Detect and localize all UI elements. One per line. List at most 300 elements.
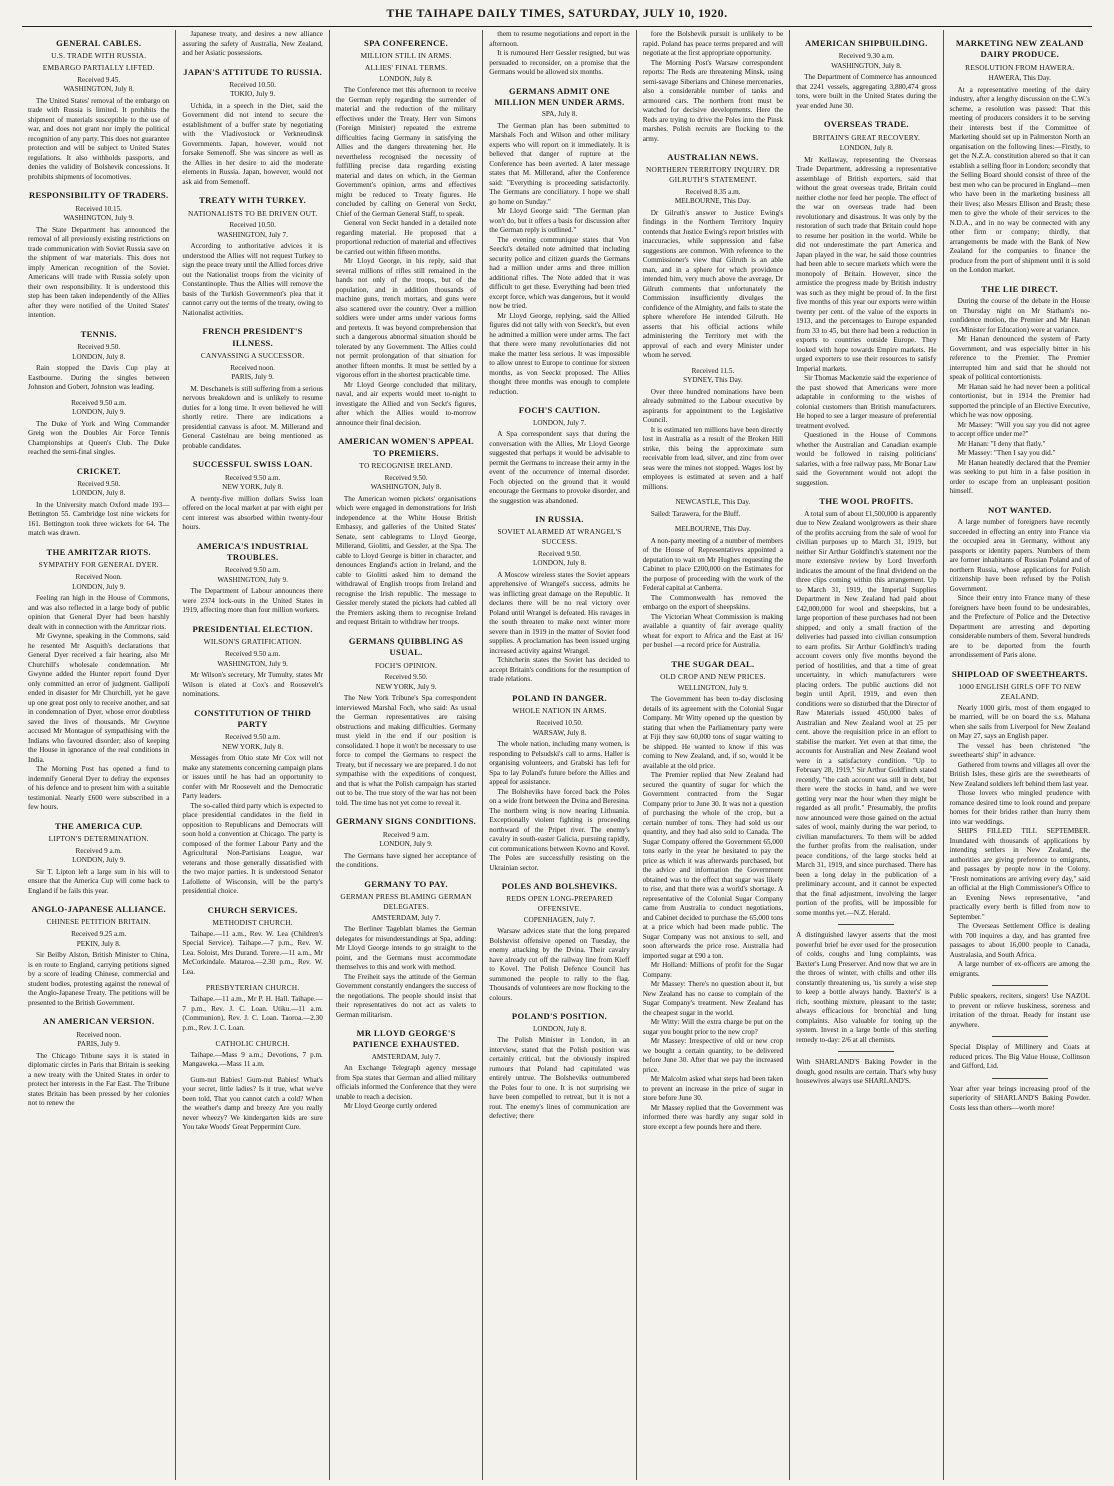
paragraph: With SHARLAND'S Baking Powder in the dough, good results are certain. That's why busy housewives always use SHARLAND'S.: [796, 1058, 937, 1086]
paragraph: Since their entry into France many of these foreigners have been found to be undesirables, and the Prefecture of Police and the Detective Department are arresting and deporting considerable numbers of them. Several hundreds are to be deported from the fourth arrondissement of Paris alone.: [949, 594, 1090, 660]
article: [336, 816, 476, 870]
paragraph: Mr Kellaway, representing the Overseas Trade Department, addressing a representative assemblage of British exporters, said that without the great overseas trade, Britain could neither clothe nor feed her people. The effect of the war on overseas trade had been revolutionary and disastrous. It was only by the restoration of such trade that Britain could hope to resume her position in the world. While he did not underestimate the part America and Japan played in the war, he said those countries had been able to secure markets which were the monopoly of Britain. However, since the armistice the progress made by British industry was such as they might be proud of. In the first five months of this year our exports were within twenty per cent. of the value of the exports in 1913, and the percentages to Europe expanded from 33 to 45, but there had been a reduction in exports to countries outside Europe. They looked with hope towards Empire markets. He urged exporters to use their resources to satisfy Imperial markets.: [796, 155, 937, 373]
paragraph: The Overseas Settlement Office is dealing with 700 inquires a day, and has granted free passages to about 16,000 people to Canada, Australasia, and South Africa.: [949, 922, 1090, 959]
paragraph: A distinguished lawyer asserts that the most powerful brief he ever used for the prosecution of colds, coughs and lung complaints, was Baxter's Lung Preserver. And now that we are in the throes of winter, with chills and other ills constantly threatening us, 'tis surely a wise step to keep a bottle always handy. 'Baxter's' is a rich, soothing mixture, pleasant to the taste; always efficacious for bronchial and lung complaints. Also valuable for toning up the system. Invest in a large bottle of this sterling remedy to-day: 2/6 at all chemists.: [796, 931, 937, 1044]
article-body: [950, 297, 1090, 497]
dateline: LONDON, July 9.: [379, 840, 433, 849]
paragraph: Rain stopped the Davis Cup play at Eastbourne. During the singles between Johnston and Gobert, Johnston was leading.: [28, 364, 170, 392]
article-headline: THE WOOL PROFITS.: [819, 496, 914, 507]
article-subheading: OLD CROP AND NEW PRICES.: [660, 672, 766, 682]
dateline: LONDON, July 9.: [72, 582, 126, 591]
paragraph: Mr Massey: "Will you say you did not agree to accept office under me?": [949, 420, 1090, 439]
dateline: PARIS, July 9.: [77, 1040, 120, 1049]
paragraph: Warsaw advices state that the long prepared Bolshevist offensive opened on Tuesday, the enemy attacking by the Dvina. Their cavalry have already cut off the railway line from Kieff to Kovel. The Polish Defence Council has summoned the people to rally to the flag. Thousands of volunteers are now flocking to the colours.: [489, 927, 630, 1002]
article-body: [28, 951, 169, 1008]
dateline: NEW YORK, July 8.: [222, 742, 284, 751]
paragraph: Year after year brings increasing proof of the superiority of SHARLAND'S Baking Powder. Costs less than others—worth more!: [949, 1084, 1090, 1112]
paragraph: Mr Hanan said he had never been a political contortionist, but in 1914 the Premier had supported the principle of an Elective Executive, which he was now opposing.: [949, 382, 1090, 420]
article-headline: AMERICAN SHIPBUILDING.: [805, 38, 928, 48]
article-headline: FOCH'S CAUTION.: [518, 405, 601, 416]
article-body: [489, 30, 629, 78]
received-time: Received 10.50.: [229, 80, 276, 89]
divider: [992, 1036, 1048, 1037]
article: [489, 405, 629, 506]
article-headline: TENNIS.: [80, 328, 117, 339]
article: [950, 505, 1090, 661]
dateline: MELBOURNE, This Day.: [674, 197, 751, 206]
paragraph: The Department of Commerce has announced that 2241 vessels, aggregating 3,880,474 gross tons, were built in the United States during the year ended June 30.: [796, 73, 937, 110]
paragraph: The State Department has announced the removal of all previously existing restrictions on trade communication with Soviet Russia save on the shipment of war materials. This does not imply American recognition of the Soviet. Americans will trade with Russia solely upon their own responsibility. It is understood this step has been taken independently of the Allies after they were notified of the United States' intention.: [28, 225, 170, 320]
article: [796, 496, 936, 918]
paragraph: Mr Massey: There's no question about it, but New Zealand has no cause to complain of the Sugar Company's treatment. New Zealand has the cheapest sugar in the world.: [642, 980, 784, 1017]
article-headline: JAPAN'S ATTITUDE TO RUSSIA.: [183, 66, 323, 77]
received-time: Received 9.50 a.m.: [224, 650, 281, 659]
paragraph: Mr Hanan heatedly declared that the Premier was seeking to put him in a false position in order to escape from an unpleasant position himself.: [949, 458, 1090, 496]
article-body: [796, 931, 936, 1045]
article-body: [336, 495, 476, 628]
article-body: [796, 73, 936, 111]
article-subheading: GERMAN PRESS BLAMING GERMAN DELEGATES.: [340, 891, 472, 911]
article: [489, 1011, 629, 1121]
article-body: [182, 385, 322, 452]
paragraph: A non-party meeting of a number of members of the House of Representatives appointed a deputation to wait on Mr Hughes requesting the Cabinet to place £200,000 on the Estimates for the purpose of proceeding with the work of the Federal capital at Canberra.: [642, 536, 784, 593]
paragraph: The Bolsheviks have forced back the Poles on a wide front between the Dvina and Beresina. The northern wing is now nearing Lithuania. Exceptionally violent fighting is proceeding northward of the Pripet river. The enemy's cavalry in south-easter Galicia, pursuing rapidly, cut communications between Kovno and Kovel. The Poles are successfully resisting on the Ukrainian sector.: [489, 787, 630, 872]
paragraph: M. Deschanels is still suffering from a serious nervous breakdown and is unlikely to resume duties for a long time. It even believed he will shortly retire. There are indications a presidential canvass is afoot. M. Millerand and General Castelnau are being mentioned as probable candidates.: [182, 384, 323, 450]
paragraph: The Department of Labour announces there were 2374 lock-outs in the United States in 1919, affecting more than four million workers.: [182, 587, 323, 615]
article-subheading: LIPTON'S DETERMINATION.: [48, 833, 149, 843]
received-time: Received 9.50.: [538, 549, 581, 558]
paragraph: Mr Wilson's secretary, Mr Tumulty, states Mr Wilson is elated at Cox's and Roosevelt's nominations.: [182, 671, 323, 699]
paragraph: A Moscow wireless states the Soviet appears apprehensive of Wrangel's success, admits he was inflicting great damage on the Republic. It declares there will be no real victory over Poland until Wrangel is defeated. His ravages in the south threaten to make next winter more severe than in 1919 in the matter of Soviet food supplies. A proclamation has been issued urging increased activity against Wrangel.: [489, 570, 630, 655]
dateline: TOKIO, July 9.: [230, 90, 276, 99]
article-headline: AMERICAN WOMEN'S APPEAL TO PREMIERS.: [338, 436, 474, 458]
article-subheading: EMBARGO PARTIALLY LIFTED.: [42, 63, 155, 73]
paragraph: A large number of ex-officers are among the emigrants.: [949, 960, 1090, 978]
advertisement: [950, 985, 1090, 1030]
article-subheading: TO RECOGNISE IRELAND.: [359, 461, 453, 471]
paragraph: The Victorian Wheat Commission is making available a quantity of fair average quality wheat for export to Africa and the East at 16/ per bushel —a record price for Australia.: [642, 612, 784, 650]
dateline: LONDON, July 8.: [72, 352, 126, 361]
dateline: MELBOURNE, This Day.: [674, 525, 751, 534]
dateline: WASHINGTON, July 8.: [370, 483, 442, 492]
article-headline: GERMANY SIGNS CONDITIONS.: [335, 816, 477, 827]
received-time: Received 9 a.m.: [382, 830, 430, 839]
article: [182, 459, 322, 532]
article: [950, 284, 1090, 497]
paragraph: The Freiheit says the attitude of the German Government constantly endangers the success of the negotiations. The people should insist that their representatives do not act as valets to German militarism.: [335, 972, 477, 1019]
article-headline: MARKETING NEW ZEALAND DAIRY PRODUCE.: [955, 38, 1084, 60]
article: [489, 693, 629, 873]
article-body: [182, 1076, 322, 1133]
received-time: Received 9.50.: [77, 343, 121, 352]
article-body: [28, 364, 169, 393]
article-body: [489, 430, 629, 506]
paragraph: A large number of foreigners have recently succeeded in effecting an entry into France via the occupied area in Germany, without any passports or identity papers. Numbers of them are former inhabitants of Russian Poland and of northern Russia, whose applications for Polish citizenship have been refused by the Polish Government.: [949, 518, 1090, 593]
paragraph: Sir T. Lipton left a large sum in his will to ensure that the America Cup will come back to England if he fails this year.: [28, 867, 170, 895]
article: [182, 67, 322, 188]
article-subheading: RESOLUTION FROM HAWERA.: [965, 62, 1075, 72]
article-subheading: U.S. TRADE WITH RUSSIA.: [51, 51, 147, 61]
article-body: [796, 156, 936, 489]
dateline: WASHINGTON, July 8.: [63, 85, 134, 94]
article-subheading: MILLION STILL IN ARMS.: [360, 51, 452, 61]
paragraph: Nearly 1000 girls, most of them engaged to be married, will be on board the s.s. Mahana when she sails from Liverpool for New Zealand on May 27, says an English paper.: [949, 703, 1090, 741]
article-headline: POLES AND BOLSHEVIKS.: [501, 881, 618, 892]
article-body: [336, 925, 476, 1020]
paragraph: The United States' removal of the embargo on trade with Russia is limited. It prohibits the shipment of materials susceptible to the use of war, and does not grant nor imply the political recognition of any party. This does not guarantee protection and will be subject to United States regulations. It also withholds passports, and denies the validity of Bolshevik concessions. It prohibits shipments of locomotives.: [28, 96, 170, 181]
article: [182, 1076, 322, 1133]
article: [182, 624, 322, 700]
dateline: LONDON, July 8.: [72, 489, 126, 498]
paragraph: Sailed: Tarawera, for the Bluff.: [650, 509, 741, 518]
article-body: [182, 242, 322, 318]
paragraph: Mr Lloyd George curtly ordered: [343, 1102, 437, 1111]
received-time: Received 8.35 a.m.: [685, 187, 741, 196]
article-body: [182, 30, 322, 59]
received-time: Received noon.: [230, 363, 275, 372]
article: [336, 636, 476, 808]
dateline: LONDON, July 8.: [379, 74, 433, 83]
article: [28, 821, 169, 897]
article-subheading: WHOLE NATION IN ARMS.: [512, 706, 607, 716]
received-time: Received 9.50 a.m.: [224, 733, 281, 742]
article: [182, 195, 322, 318]
column-6: [789, 30, 942, 1480]
paragraph: Mr Gwynne, speaking in the Commons, said he resented Mr Asquith's declarations that General Dyer received a fair hearing, also Mr Churchill's wholesale condemnation. Mr Gwynne added the Hunter report found Dyer only committed an error of judgment. Gallipoli ended in disaster for Mr Churchill, yet he gave up one great post only to receive another, and sat in condemnation of Dyer, whose error doubtless saved the lives of thousands. Mr Gwynne accused Mr Montague of sympathising with the Indians who favoured disorder; also of keeping the House in ignorance of the real conditions in India.: [28, 632, 170, 764]
dateline: LONDON, July 7.: [532, 418, 587, 427]
article-body: [643, 695, 783, 1132]
article-headline: RESPONSIBILITY OF TRADERS.: [28, 190, 169, 201]
paragraph: Mr Massey: Irrespective of old or new crop we bought a certain quantity, to be delivered before June 30. After that we pay the increased price.: [642, 1037, 784, 1074]
paragraph: The Morning Post has opened a fund to indemnify General Dyer to defray the expenses of his defence and to present him with a suitable testimonial. Nearly £600 were subscribed in a few hours.: [28, 765, 170, 812]
article-subheading: 1000 ENGLISH GIRLS OFF TO NEW ZEALAND.: [958, 681, 1082, 701]
article-body: [336, 1064, 476, 1112]
article-body: [28, 501, 169, 539]
article: [643, 30, 783, 144]
received-time: Received 9.30 a.m.: [838, 52, 894, 61]
article-subheading: NATIONALISTS TO BE DRIVEN OUT.: [187, 208, 318, 218]
article-headline: OVERSEAS TRADE.: [823, 119, 909, 130]
article-headline: THE SUGAR DEAL.: [671, 658, 755, 669]
article-body: [950, 1043, 1090, 1072]
paragraph: Mr Lloyd George, in his reply, said that several millions of rifles still remained in the hands not only of the troops, but of the population, and in addition thousands of machine guns, trench mortars, and guns were also scattered over the country. Over a million soldiers were under arms under various forms and pretexts. It was beyond comprehension that such a dangerous abnormal situation should be tolerated by any Government. The Allies could not permit prolongation of that situation for another fifteen months. It must be settled by a vigorous effort in the shortest practicable time.: [335, 257, 477, 380]
article-subheading: SYMPATHY FOR GENERAL DYER.: [38, 560, 159, 570]
column-5: [636, 30, 789, 1480]
article-body: [489, 1036, 629, 1122]
article: [950, 669, 1090, 979]
newspaper-columns: [22, 30, 1096, 1480]
article-body: [489, 122, 629, 398]
paragraph: Mr Lloyd George said: "The German plan won't do, but it offers a basis for discussion after the German reply is outlined.": [489, 207, 630, 235]
dateline: WASHINGTON, July 7.: [217, 230, 288, 239]
article-body: [28, 868, 169, 897]
article-body: [336, 694, 476, 808]
dateline: SYDNEY, This Day.: [683, 376, 743, 385]
paragraph: Mr Malcolm asked what steps had been taken to prevent an increase in the price of sugar in store before June 30.: [642, 1075, 784, 1103]
paragraph: The Duke of York and Wing Commander Greig won the Doubles Air Force Tennis Championships at Queen's Club. The Duke reached the semi-final singles.: [28, 419, 170, 457]
paragraph: Sir Beilby Alston, British Minister to China, is en route to England, carrying petitions signed by a score of leading Chinese, commercial and student bodies, protesting against the renewal of the Anglo-Japanese Treaty. The petitions will be presented to the British Government.: [28, 951, 170, 1007]
paragraph: Mr Lloyd George concluded that military, naval, and air experts would meet to-night to investigate the Allied and von Seckt's figures, after which the Allies would to-morrow announce their final decision.: [335, 380, 477, 427]
paragraph: The German plan has been submitted to Marshals Foch and Wilson and other military experts who will report on it immediately. It is believed that danger of rupture at the Conference has been averted. A later message states that M. Millerand, after the Conference said: "Everything is proceeding satisfactorily. The Germans are conciliatory. I hope we shall go home on Sunday.": [489, 121, 630, 206]
article-subheading: CANVASSING A SUCCESSOR.: [200, 351, 305, 361]
paragraph: Mr Witty: Will the extra charge be put on the sugar you bought prior to the new crop?: [642, 1018, 784, 1036]
article-body: [950, 1085, 1090, 1114]
article: [28, 399, 169, 458]
article-headline: TREATY WITH TURKEY.: [199, 195, 307, 206]
advertisement: [950, 1078, 1090, 1114]
article-headline: THE AMRITZAR RIOTS.: [46, 546, 151, 557]
paragraph: Taihape.—Mass 9 a.m.; Devotions, 7 p.m. Mangaweka.—Mass 11 a.m.: [182, 1050, 323, 1069]
paragraph: Taihape.—11 a.m., Rev. W. Lea (Children's Special Service). Taihape.—7 p.m., Rev. W. Lea. Soloist, Mrs Durand. Torere.—11 a.m., Mr McCorkindale. Mataroa.—2.30 p.m., Rev. W. Lea.: [182, 929, 323, 976]
article-headline: GERMANS ADMIT ONE MILLION MEN UNDER ARMS.: [494, 85, 625, 107]
article-body: [950, 704, 1090, 980]
article: [336, 436, 476, 627]
article: [28, 329, 169, 393]
article-headline: SHIPLOAD OF SWEETHEARTS.: [951, 668, 1088, 679]
dateline: LONDON, July 9.: [72, 408, 126, 417]
column-3: [329, 30, 482, 1480]
paragraph: Special Display of Millinery and Coats at reduced prices. The Big Value House, Collinson and Gifford, Ltd.: [949, 1043, 1090, 1071]
article: [182, 1039, 322, 1070]
paragraph: Mr Massey replied that the Government was informed there was hardly any sugar sold in store except a few pounds here and there.: [642, 1103, 784, 1131]
paragraph: Over three hundred nominations have been already submitted to the Labour executive by aspirants for appointment to the Legislative Council.: [642, 387, 784, 425]
article-body: [28, 594, 169, 813]
paragraph: In the University match Oxford made 193—Bettington 55. Cambridge lost nine wickets for 161. Bettington took three wickets for 64. The match was drawn.: [28, 500, 170, 538]
article-headline: GERMANY TO PAY.: [364, 878, 448, 889]
article-body: [643, 537, 783, 651]
article-body: [643, 388, 783, 493]
article-headline: AUSTRALIAN NEWS.: [667, 152, 759, 162]
paragraph: A twenty-five million dollars Swiss loan offered on the local market at par with eight per cent interest was absorbed within twenty-four hours.: [182, 494, 323, 532]
paragraph: Those lovers who mingled prudence with romance desired time to look round and prepare homes for their brides rather than hurry them into war weddings.: [949, 789, 1090, 826]
dateline: NEW YORK, July 8.: [222, 483, 284, 492]
article-subheading: NORTHERN TERRITORY INQUIRY. DR GILRUTH'S STATEMENT.: [646, 165, 780, 185]
paragraph: It is rumoured Herr Gessler resigned, but was persuaded to reconsider, on a promise that the Germans would be allowed six months.: [489, 49, 630, 76]
article-headline: NOT WANTED.: [987, 504, 1052, 515]
article-headline: AN AMERICAN VERSION.: [42, 1016, 155, 1027]
article-subheading: BRITAIN'S GREAT RECOVERY.: [812, 132, 921, 142]
received-time: Received 9.50.: [384, 473, 428, 482]
paragraph: Messages from Ohio state Mr Cox will not make any statements concerning campaign plans or issues until he has had an opportunity to confer with Mr Roosevelt and the Democratic Party leaders.: [182, 754, 323, 801]
paragraph: An Exchange Telegraph agency message from Spa states that German and allied military officials informed the Conference that they were unable to reach a decision.: [335, 1064, 477, 1101]
article-body: [950, 86, 1090, 276]
article: [489, 514, 629, 685]
article-body: [643, 209, 783, 361]
article: [336, 879, 476, 1020]
dateline: AMSTERDAM, July 7.: [371, 913, 441, 922]
paragraph: Mr Holland: Millions of profit for the Sugar Company.: [642, 961, 784, 979]
article-headline: THE LIE DIRECT.: [981, 283, 1059, 294]
article-body: [28, 1052, 169, 1109]
received-time: Received 9.45.: [77, 75, 121, 84]
dateline: AMSTERDAM, July 7.: [371, 1052, 441, 1061]
article: [28, 466, 169, 539]
article-subheading: CATHOLIC CHURCH.: [215, 1039, 290, 1049]
received-time: Received noon.: [76, 1030, 122, 1039]
article: [182, 30, 322, 59]
column-4: [482, 30, 635, 1480]
dateline: NEW YORK, July 9.: [375, 682, 437, 691]
article-subheading: SOVIET ALARMED AT WRANGEL'S SUCCESS.: [497, 527, 622, 547]
paragraph: Gathered from towns and villages all over the British Isles, these girls are the sweethearts of New Zealand soldiers left behind them last year.: [949, 760, 1090, 788]
paragraph: SHIPS FILLED TILL SEPTEMBER. Inundated with thousands of applications by intending settlers in New Zealand, the authorities are giving preference to emigrants, and passages by people now in the Colony. "Fresh nominations are arriving every day," said an official at the High Commissioner's Office to an Evening News representative, "and practically every berth is filled from now to September.": [949, 827, 1090, 921]
article-body: [796, 510, 936, 919]
dateline: LONDON, July 9.: [72, 856, 126, 865]
article-body: [182, 995, 322, 1033]
paragraph: Public speakers, reciters, singers! Use NAZOL to prevent or relieve huskiness, soreness and irritation of the throat. Ready for instant use anywhere.: [949, 992, 1090, 1029]
paragraph: Uchida, in a speech in the Diet, said the Government did not intend to secure the establishment of a buffer state by negotiating with the Vladivostock or Verkneudinsk Governments. Japan, however, would not forsake Semenoff. She was sincere as well as the Allies in her desire to aid the moderate elements in Russia. Japan, however, would not ask aid from Semenoff.: [182, 101, 323, 186]
article: [489, 881, 629, 1003]
article-subheading: WILSON'S GRATIFICATION.: [203, 637, 302, 647]
article-body: [336, 86, 476, 428]
advertisement: [950, 1036, 1090, 1072]
article: [182, 541, 322, 616]
paragraph: The so-called third party which is expected to place presidential candidates in the field in opposition to Republicans and Democrats will soon hold a convention at Chicago. The party is composed of the former Labour Party and the Agricultural Non-Partisians League, war veterans and those generally dissatisfied with the two major parties. It is understood Senator Lafollette of Wisconsin, will be the party's presidential choice.: [182, 801, 323, 896]
article-headline: SPA CONFERENCE.: [364, 38, 449, 48]
column-2: [175, 30, 328, 1480]
dateline: NEWCASTLE, This Day.: [675, 498, 751, 507]
dateline: WASHINGTON, July 8.: [831, 61, 902, 70]
divider: [992, 1078, 1048, 1079]
received-time: Received Noon.: [75, 573, 122, 582]
article-headline: PRESIDENTIAL ELECTION.: [192, 623, 313, 634]
article-headline: CHURCH SERVICES.: [207, 904, 298, 915]
article-headline: CONSTITUTION OF THIRD PARTY: [194, 707, 312, 729]
article: [28, 547, 169, 813]
divider: [992, 985, 1048, 986]
article: [28, 38, 169, 182]
paragraph: Gum-nut Babies! Gum-nut Babies! What's your secret, little ladies? Is it true, what we've been told, That you cannot catch a cold? When the weather's damp and breezy Are you really never wheezy? We kindergarten kids are sure You take Woods' Great Peppermint Cure.: [182, 1075, 323, 1132]
article-headline: POLAND IN DANGER.: [512, 692, 607, 703]
dateline: SPA, July 8.: [541, 110, 578, 119]
paragraph: The whole nation, including many women, is responding to Pelsudski's call to arms. Haller is organising volunteers, and Grabski has left for Spa to lay Poland's future before the Allies and appeal for assistance.: [489, 740, 630, 787]
paragraph: The Commonwealth has removed the embargo on the export of sheepskins.: [642, 593, 784, 612]
dateline: HAWERA, This Day.: [988, 74, 1051, 83]
article: [182, 708, 322, 897]
received-time: Received 9.50.: [384, 673, 428, 682]
column-1: [22, 30, 175, 1480]
paragraph: General von Seckt handed in a detailed note regarding material. He proposed that a proportional reduction of material and effectives be carried out within fifteen months.: [335, 219, 477, 256]
article: [336, 1028, 476, 1112]
dateline: WELLINGTON, July 9.: [677, 683, 748, 692]
article-body: [796, 1058, 936, 1087]
article-body: [643, 30, 783, 144]
paragraph: It is estimated ten millions have been directly lost in Australia as a result of the Broken Hill strike, this being the approximate sum receivable from lead, silver, and zinc from over seas were the mines not stopped. Wages lost by employees is estimated at seven and a half millions.: [642, 425, 784, 491]
paragraph: Mr Lloyd George, replying, said the Allied figures did not tally with von Seeckt's, but even he admitted a million were under arms. The fact that there were many revolutionaries did not make the matter less serious. It was impossible to allow unrest to Europe to continue for sixteen months, as von Seeckt proposed. The Allies thought three months was enough to complete reduction.: [489, 311, 630, 396]
article-headline: AMERICA'S INDUSTRIAL TROUBLES.: [196, 540, 309, 563]
article-subheading: FOCH'S OPINION.: [374, 660, 438, 670]
article-body: [182, 587, 322, 616]
paragraph: Tchitcherin states the Soviet has decided to accept Britain's conditions for the resumption of trade relations.: [489, 656, 630, 684]
dateline: PEKIN, July 8.: [76, 939, 121, 948]
article-body: [643, 510, 783, 520]
article-headline: CRICKET.: [76, 465, 121, 476]
dateline: WASHINGTON, July 9.: [217, 659, 288, 668]
divider: [838, 924, 894, 925]
received-time: Received 9.50 a.m.: [224, 566, 281, 575]
dateline: PARIS, July 9.: [231, 373, 274, 382]
paragraph: Japanese treaty, and desires a new alliance assuring the safety of Australia, New Zealand, and her Asiatic possessions.: [182, 30, 323, 57]
article-body: [28, 420, 169, 458]
article-subheading: PRESBYTERIAN CHURCH.: [205, 983, 300, 993]
dateline: WARSAW, July 8.: [532, 728, 587, 737]
received-time: Received 9.50 a.m.: [71, 398, 127, 407]
article: [182, 326, 322, 451]
article: [796, 119, 936, 488]
article-headline: POLAND'S POSITION.: [511, 1011, 608, 1022]
dateline: COPENHAGEN, July 7.: [523, 915, 596, 924]
article-body: [182, 754, 322, 897]
paragraph: Dr Gilruth's answer to Justice Ewing's findings in the Northern Territory Inquiry contends that Justice Ewing's report bristles with inaccuracies, while suppression and false suggestions are common. With reference to the Commissioner's view that Gilruth is an able man, and in a sphere for which providence intended him, very much above the average, Dr Gilruth comments that unfortunately the Commission insufficiently divulges the confidence of the Almighty, and fails to state the sphere wherefore He intended Gilruth. He asserts that his official actions while administering the Territory met with the approval of each and every Minister under whom he served.: [642, 208, 784, 360]
article-subheading: ALLIES' FINAL TERMS.: [364, 63, 448, 73]
article: [489, 86, 629, 398]
dateline: WASHINGTON, July 9.: [217, 575, 288, 584]
article-body: [28, 97, 169, 183]
article: [643, 367, 783, 493]
article-body: [182, 930, 322, 978]
column-7: [943, 30, 1096, 1480]
article-headline: FRENCH PRESIDENT'S ILLNESS.: [202, 326, 303, 348]
paragraph: Mr Hanan denounced the system of Party Government, and was especially bitter in his reference to the Premier. The Premier interrupted him and said that he should not speak of political contortionists.: [949, 335, 1090, 382]
article-subheading: METHODIST CHURCH.: [212, 918, 293, 928]
divider: [838, 1051, 894, 1052]
article: [643, 659, 783, 1133]
article-subheading: CHINESE PETITION BRITAIN.: [46, 917, 151, 927]
received-time: Received 9.50 a.m.: [224, 473, 281, 482]
paragraph: The New York Tribune's Spa correspondent interviewed Marshal Foch, who said: As usual the German representatives are raising obstructions and making difficulties. Germany must yield in the end if our position is consolidated. I hope it won't be necessary to use force to compel the Germans to respect the Treaty, but if necessary we are prepared. I do not sympathise with the expeditions of conquest, and that is what the Polish campaign has started out to be. The true story of the war has not been told. The time has not yet come to reveal it.: [335, 694, 477, 807]
paragraph: Questioned in the House of Commons whether the Australian and Canadian example would be followed in raising politicians' salaries, with a free railway pass, Mr Bonar Law said the Government would not adopt the suggestion.: [796, 431, 937, 487]
article-body: [489, 927, 629, 1003]
paragraph: A Spa correspondent says that during the conversation with the Allies, Mr Lloyd George suggested that perhaps it would be advisable to permit the Germans to increase their army in the event of the occurrence of internal disorder. Foch objected on the ground that it would encourage the Germans to provoke disorder, and the suggestion was abandoned.: [489, 430, 630, 505]
article: [643, 152, 783, 361]
paragraph: Mr Massey: "Then I say you did.": [957, 449, 1056, 458]
masthead: THE TAIHAPE DAILY TIMES, SATURDAY, JULY 10, 1920.: [386, 6, 728, 20]
article-body: [489, 740, 629, 873]
article-body: [489, 571, 629, 685]
received-time: Received 9 a.m.: [75, 846, 122, 855]
article: [182, 905, 322, 978]
paragraph: The Premier replied that New Zealand had secured the quantity of sugar for which the Government contracted from the Sugar Company prior to June 30. It was not a question of purchasing the whole of the crop, but a certain number of tons. They had sold us our quantity, and they had also sold to Canada. The Sugar Company offered the Government 65,000 tons early in the year he hesitated to pay the price as which it was afterwards purchased, but the advice and information the Government obtained was to the effect that sugar was likely to rise, and that there was a world's shortage. A representative of the Colonial Sugar Company came from Australia to conduct negotiations, and Cabinet decided to purchase the 65,000 tons at a price which had been made public. The Sugar Company was not anxious to sell, and soon afterwards the price rose. Australia had imported sugar at £90 a ton.: [642, 771, 784, 960]
article: [643, 525, 783, 651]
article-headline: THE AMERICA CUP.: [55, 820, 143, 831]
paragraph: fore the Bolshevik pursuit is unlikely to be rapid. Poland has peace terms prepared and will negotiate at the first appropriate opportunity.: [642, 30, 784, 57]
article-body: [336, 852, 476, 871]
paragraph: Taihape.—11 a.m., Mr P. H. Hall. Taihape.—7 p.m., Rev. J. C. Loan. Utiku.—11 a.m. (Communion), Rev. J. C. Loan. Taoroa.—2.30 p.m., Rev. J. C. Loan.: [182, 995, 323, 1032]
advertisement: [796, 1051, 936, 1087]
paragraph: The evening communique states that Von Seeckt's detailed note admitted that including security police and citizen guards the Germans had a million under arms and three million additional rifles. The Note added that it was difficult to get these. Everything had been tried except force, which was dangerous, but it would now be tried.: [489, 235, 630, 311]
paragraph: The American women pickets' organisations which were engaged in demonstrations for Irish independence at the White House British Embassy, and galleries of the United States' Senate, sent cablegrams to Lloyd George, Millerand, Giolitti, and Gessler, at the Spa. The cable to Lloyd George is bitter in character, and denounces England's action in Ireland, and the cable to Giolitti asked him to demand the withdrawal of English troops from Ireland and recognise the Irish republic. The message to Gessler merely stated the pickets had cabled all the Premiers asking them to recognise Ireland and request Britain to withdraw her troops.: [335, 494, 477, 627]
article-body: [182, 671, 322, 700]
article-headline: SUCCESSFUL SWISS LOAN.: [192, 459, 313, 470]
paragraph: The vessel has been christened "the sweethearts' ship" in advance.: [949, 741, 1090, 760]
article-body: [950, 518, 1090, 661]
paragraph: Mr Hanan: "I deny that flatly.": [957, 439, 1046, 448]
received-time: Received 10.50.: [536, 719, 583, 728]
received-time: Received 9.50.: [77, 479, 121, 488]
article-headline: MR LLOYD GEORGE'S PATIENCE EXHAUSTED.: [352, 1028, 460, 1050]
masthead-rule: [22, 26, 1092, 27]
received-time: Received 11.5.: [691, 366, 735, 375]
article: [489, 30, 629, 78]
paragraph: The Government has been to-day disclosing details of its agreement with the Colonial Sugar Company. Mr Witty opened up the question by stating that when the Parliamentary party were at Fiji they saw 60,000 tons of sugar waiting to be shipped. He wanted to know if this was coming to New Zealand, and, if so, would it be available at the old price.: [642, 695, 784, 770]
paragraph: The Conference met this afternoon to receive the German reply regarding the surrender of material and the reduction of the military effectives under the Treaty. Herr von Simons (Foreign Minister) repeated the extreme difficulties facing Germany in satisfying the Allies and the dangers threatening her. He nevertheless recognised the necessity of fulfilling precise data regarding existing material and dates on which, in the German Government's opinion, arms and effectives might be reduced to Treaty figures. He concluded by calling on General von Seckt, Chief of the German General Staff, to speak.: [335, 86, 477, 218]
article-body: [182, 102, 322, 188]
dateline: LONDON, July 8.: [532, 1024, 587, 1033]
paragraph: The Chicago Tribune says it is stated in diplomatic circles in Paris that Britain is seeking a new treaty with the United States in order to protect her interests in the Far East. The Tribune states Britain has been pressed by her colonies not to renew the: [28, 1051, 170, 1108]
article-headline: ANGLO-JAPANESE ALLIANCE.: [31, 904, 166, 915]
received-time: Received 10.50.: [229, 221, 276, 230]
paragraph: them to resume negotiations and report in the afternoon.: [489, 30, 630, 48]
